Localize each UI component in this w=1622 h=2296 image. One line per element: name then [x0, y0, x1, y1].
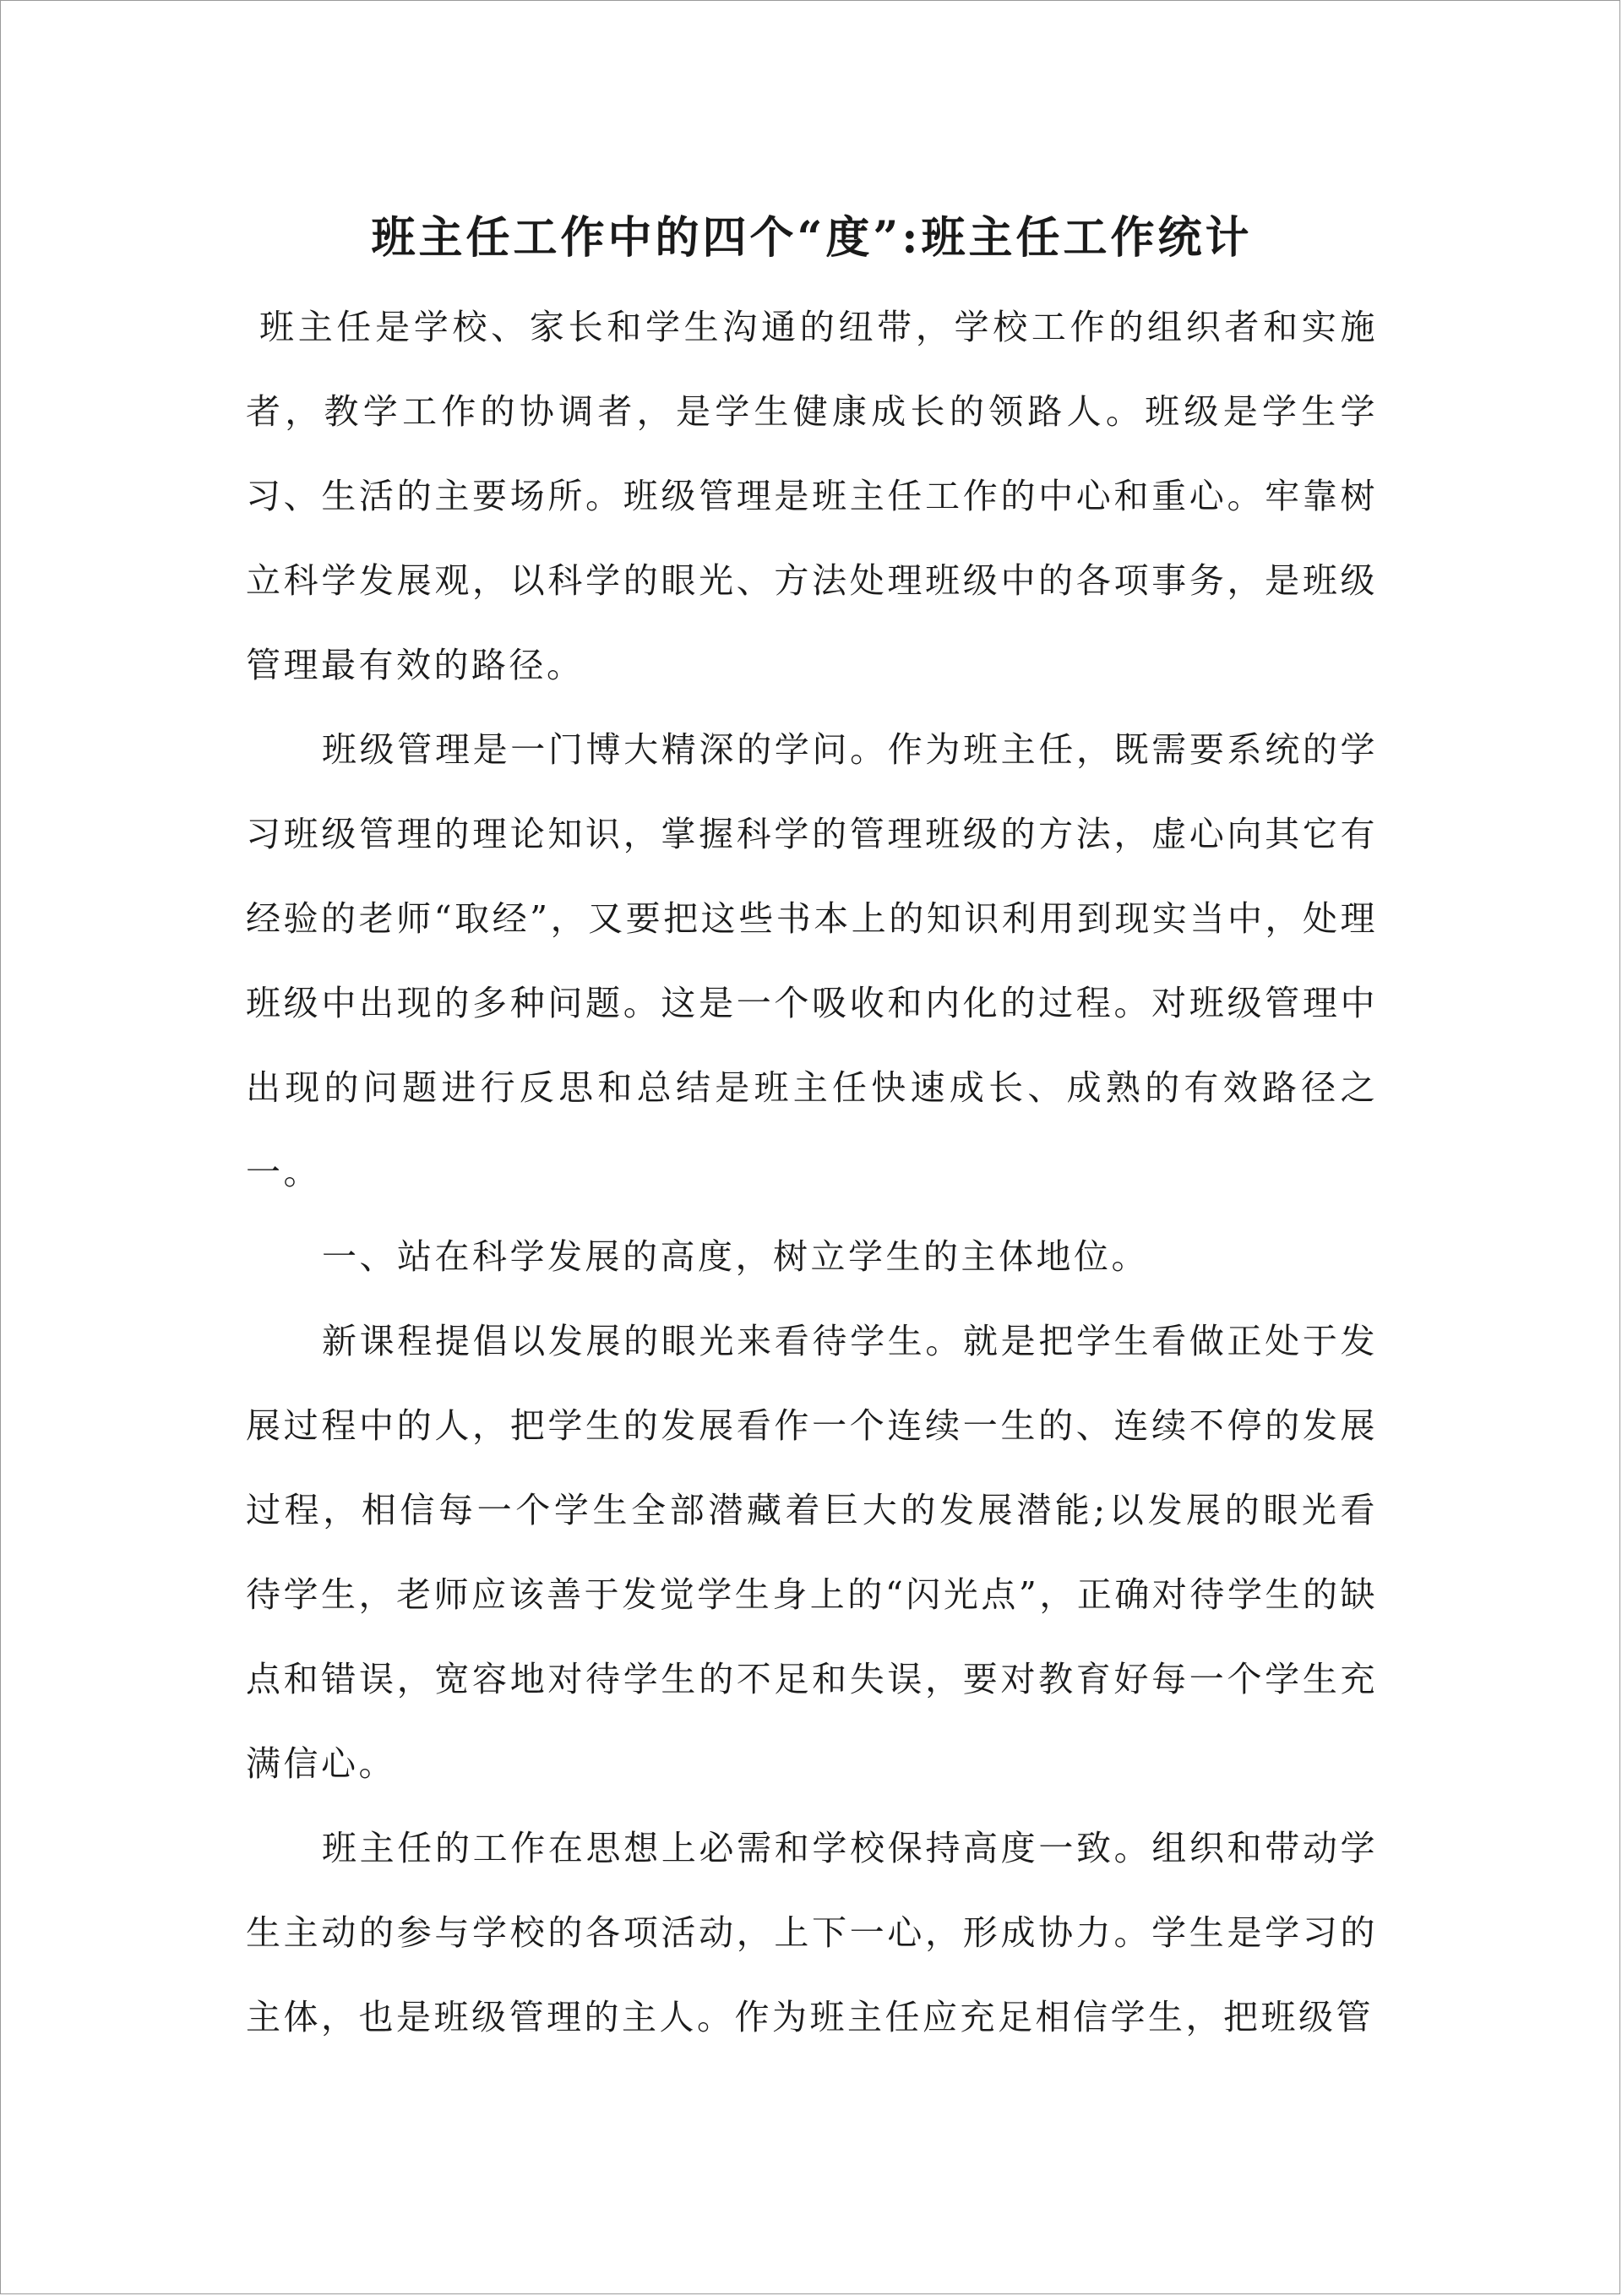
document-body	[246, 202, 1378, 2059]
paragraph-class-management: 班级管理是一门博大精深的学问。作为班主任，既需要系统的学习班级管理的理论知识，掌握科学的管理班级的方法，虚心向其它有经验的老师“取经”，又要把这些书本上的知识利用到现实当中，处理班级中出现的多种问题。这是一个吸收和内化的过程。对班级管理中出现的问题进行反思和总结是班主任快速成长、成熟的有效路径之一。	[246, 729, 1378, 1192]
paragraph-intro: 班主任是学校、家长和学生沟通的纽带，学校工作的组织者和实施者，教学工作的协调者，是学生健康成长的领路人。班级是学生学习、生活的主要场所。班级管理是班主任工作的中心和重心。牢靠树立科学发展观，以科学的眼光、方法处理班级中的各项事务，是班级管理最有效的路径。	[246, 307, 1378, 685]
paragraph-student-subject: 班主任的工作在思想上必需和学校保持高度一致。组织和带动学生主动的参与学校的各项活动，上下一心，形成协力。学生是学习的主体，也是班级管理的主人。作为班主任应充足相信学生，把班级管	[246, 1828, 1378, 2037]
document-title: 班主任工作中的四个“度”:班主任工作统计	[371, 212, 1253, 264]
section-heading-1: 一、站在科学发展的高度，树立学生的主体地位。	[322, 1236, 1149, 1277]
paragraph-development-view: 新课程提倡以发展的眼光来看待学生。就是把学生看做正处于发展过程中的人，把学生的发展看作一个连续一生的、连续不停的发展过程，相信每一个学生全部潜藏着巨大的发展潜能;以发展的眼光看待学生，老师应该善于发觉学生身上的“闪光点”，正确对待学生的缺点和错误，宽容地对待学生的不足和失误，要对教育好每一个学生充满信心。	[246, 1321, 1378, 1784]
